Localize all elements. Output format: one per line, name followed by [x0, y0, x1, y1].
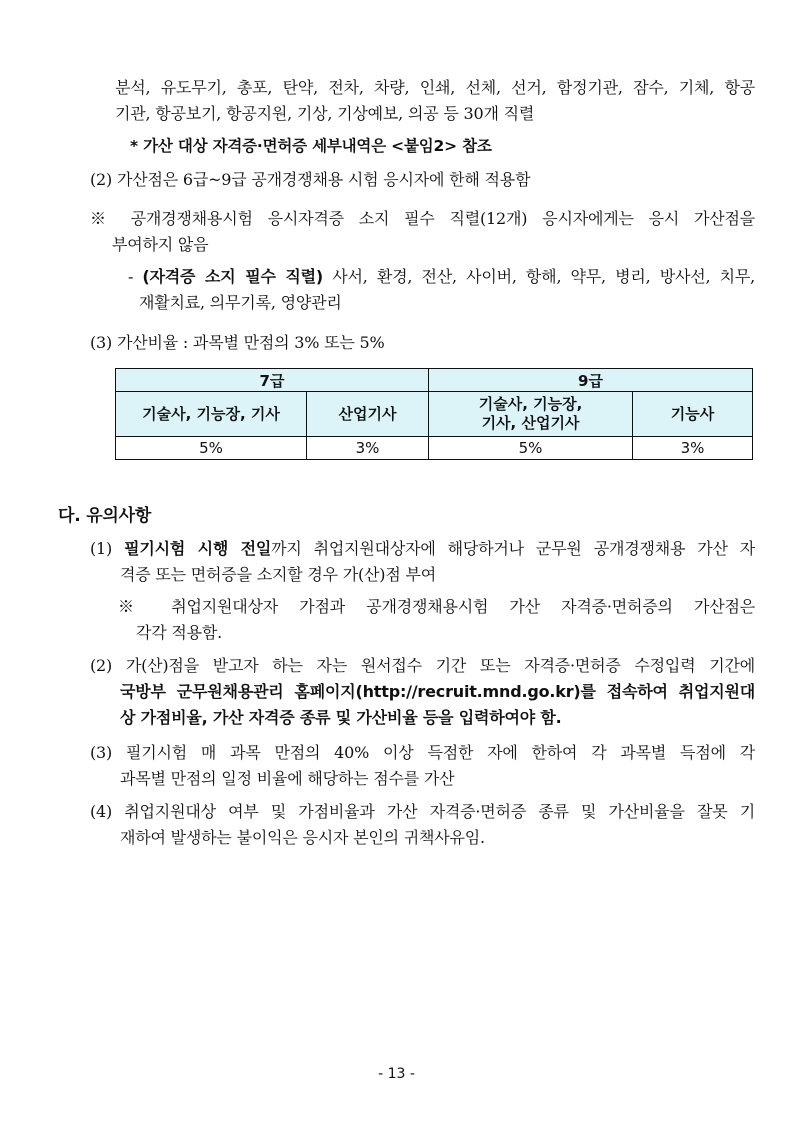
bonus-rate-table	[115, 368, 753, 460]
notice-1-line-2: 격증 또는 면허증을 소지할 경우 가(산)점 부여	[120, 565, 437, 584]
col-header-engineer-master-technician: 기술사, 기능장, 기사	[116, 392, 307, 437]
notice-3	[90, 740, 755, 792]
notice-1-text: 까지 취업지원대상자에 해당하거나 군무원 공개경쟁채용 가산 자	[271, 539, 755, 558]
rate-cell: 3%	[633, 437, 753, 460]
col-header-craftsman: 기능사	[633, 392, 753, 437]
exclusion-note-line-2: 부여하지 않음	[112, 235, 209, 254]
notice-2-line-3: 상 가점비율, 가산 자격증 종류 및 가산비율 등을 입력하여야 함.	[120, 708, 562, 727]
notice-1-emphasis: 필기시험 시행 전일	[124, 539, 272, 558]
col-header-industrial-engineer: 산업기사	[307, 392, 429, 437]
rate-cell: 5%	[116, 437, 307, 460]
page-number: - 13 -	[378, 1066, 415, 1082]
notice-1-number: (1)	[90, 539, 113, 558]
notice-2	[90, 653, 755, 731]
notice-1-note	[118, 594, 755, 646]
required-occupations-line-1: - (자격증 소지 필수 직렬) 사서, 환경, 전산, 사이버, 항해, 약무, 병리, 방사선, 치무,	[128, 267, 756, 286]
notice-1-note-line-2: 각각 적용함.	[136, 623, 223, 642]
required-occupations-line-2: 재활치료, 의무기록, 영양관리	[139, 293, 342, 312]
required-occupations-label: (자격증 소지 필수 직렬)	[142, 267, 324, 286]
notice-2-line-1: (2) 가(산)점을 받고자 하는 자는 원서접수 기간 또는 자격증·면허증 수정입력 기간에	[90, 656, 755, 675]
grade7-header: 7급	[116, 369, 429, 392]
notice-1-note-line-1: ※ 취업지원대상자 가점과 공개경쟁채용시험 가산 자격증·면허증의 가산점은	[118, 597, 755, 616]
notice-4	[90, 799, 755, 851]
exclusion-note-line-1: ※ 공개경쟁채용시험 응시자격증 소지 필수 직렬(12개) 응시자에게는 응시 가산점을	[90, 209, 755, 228]
rate-cell: 3%	[307, 437, 429, 460]
col-header-grade9-line-1: 기술사, 기능장,	[478, 395, 583, 413]
occupation-list-line-1: 분석, 유도무기, 총포, 탄약, 전차, 차량, 인쇄, 선체, 선거, 함정기관, 잠수, 기체, 항공	[115, 78, 755, 97]
exclusion-note	[90, 206, 755, 258]
occupation-list-line-2: 기관, 항공보기, 항공지원, 기상, 기상예보, 의공 등 30개 직렬	[115, 104, 535, 123]
notice-4-line-1: (4) 취업지원대상 여부 및 가점비율과 가산 자격증·면허증 종류 및 가산비율을 잘못 기	[90, 802, 755, 821]
col-header-grade9-engineers	[429, 392, 633, 437]
required-occupations-values: 사서, 환경, 전산, 사이버, 항해, 약무, 병리, 방사선, 치무,	[332, 267, 756, 286]
notice-1-line-1	[90, 536, 755, 562]
col-header-grade9-line-2: 기사, 산업기사	[481, 414, 580, 432]
rate-cell: 5%	[429, 437, 633, 460]
bonus-applicability-item: (2) 가산점은 6급~9급 공개경쟁채용 시험 응시자에 한해 적용함	[90, 170, 531, 189]
grade9-header: 9급	[429, 369, 753, 392]
required-occupations-list	[128, 264, 755, 316]
notice-3-line-2: 과목별 만점의 일정 비율에 해당하는 점수를 가산	[120, 769, 455, 788]
bonus-rate-item: (3) 가산비율 : 과목별 만점의 3% 또는 5%	[90, 333, 385, 352]
notice-2-line-2: 국방부 군무원채용관리 홈페이지(http://recruit.mnd.go.kr)를 접속하여 취업지원대	[120, 682, 755, 701]
notice-1	[90, 536, 755, 588]
occupation-list-paragraph	[115, 75, 755, 127]
notice-3-line-1: (3) 필기시험 매 과목 만점의 40% 이상 득점한 자에 한하여 각 과목별 득점에 각	[90, 743, 755, 762]
section-title-notes: 다. 유의사항	[58, 506, 152, 526]
certificate-detail-reference-note: * 가산 대상 자격증·면허증 세부내역은 <붙임2> 참조	[130, 137, 492, 155]
notice-4-line-2: 재하여 발생하는 불이익은 응시자 본인의 귀책사유임.	[120, 828, 485, 847]
